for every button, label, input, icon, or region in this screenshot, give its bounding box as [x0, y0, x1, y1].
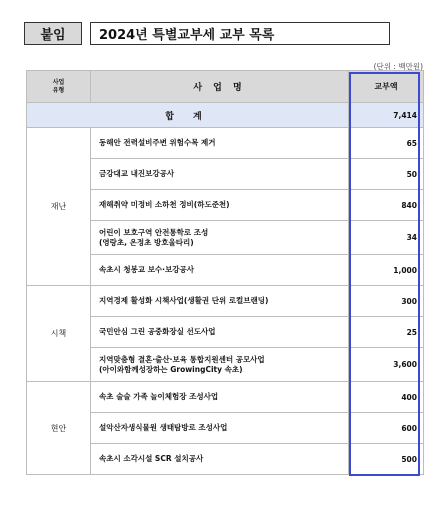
project-amount: 3,600: [349, 348, 424, 382]
project-name: 설악산자생식물원 생태탐방로 조성사업: [91, 413, 349, 444]
project-amount: 400: [349, 382, 424, 413]
grant-table: [26, 70, 424, 475]
project-name: 지역맞춤형 결혼·출산·보육 통합지원센터 공모사업 (아이와함께성장하는 GrowingCity 속초): [91, 348, 349, 382]
project-amount: 65: [349, 128, 424, 159]
total-amount: 7,414: [349, 103, 424, 128]
project-name: 속초 술술 가족 놀이체험장 조성사업: [91, 382, 349, 413]
project-amount: 50: [349, 159, 424, 190]
header-amount: 교부액: [349, 71, 424, 103]
document-header: [24, 22, 390, 45]
unit-note: (단위 : 백만원): [373, 62, 423, 71]
table-row: [27, 286, 424, 317]
category-cell: 현안: [27, 382, 91, 475]
project-amount: 25: [349, 317, 424, 348]
project-name: 어린이 보호구역 안전통학로 조성 (영랑초, 온정초 방호울타리): [91, 221, 349, 255]
attachment-tag: 붙임: [24, 22, 82, 45]
project-name: 재해취약 미정비 소하천 정비(하도준천): [91, 190, 349, 221]
category-cell: 시책: [27, 286, 91, 382]
category-cell: 재난: [27, 128, 91, 286]
total-row: [27, 103, 424, 128]
header-name: 사 업 명: [91, 71, 349, 103]
project-name: 속초시 소각시설 SCR 설치공사: [91, 444, 349, 475]
project-amount: 840: [349, 190, 424, 221]
project-amount: 500: [349, 444, 424, 475]
project-name: 금강대교 내진보강공사: [91, 159, 349, 190]
project-amount: 600: [349, 413, 424, 444]
total-label: 합 계: [27, 103, 349, 128]
project-amount: 1,000: [349, 255, 424, 286]
project-name: 국민안심 그린 공중화장실 선도사업: [91, 317, 349, 348]
table-row: [27, 128, 424, 159]
project-amount: 300: [349, 286, 424, 317]
table-row: [27, 382, 424, 413]
project-amount: 34: [349, 221, 424, 255]
header-type: 사업 유형: [27, 71, 91, 103]
project-name: 속초시 청봉교 보수·보강공사: [91, 255, 349, 286]
document-title: 2024년 특별교부세 교부 목록: [90, 22, 390, 45]
project-name: 동해안 전력설비주변 위험수목 제거: [91, 128, 349, 159]
project-name: 지역경제 활성화 시책사업(생활권 단위 로컬브랜딩): [91, 286, 349, 317]
